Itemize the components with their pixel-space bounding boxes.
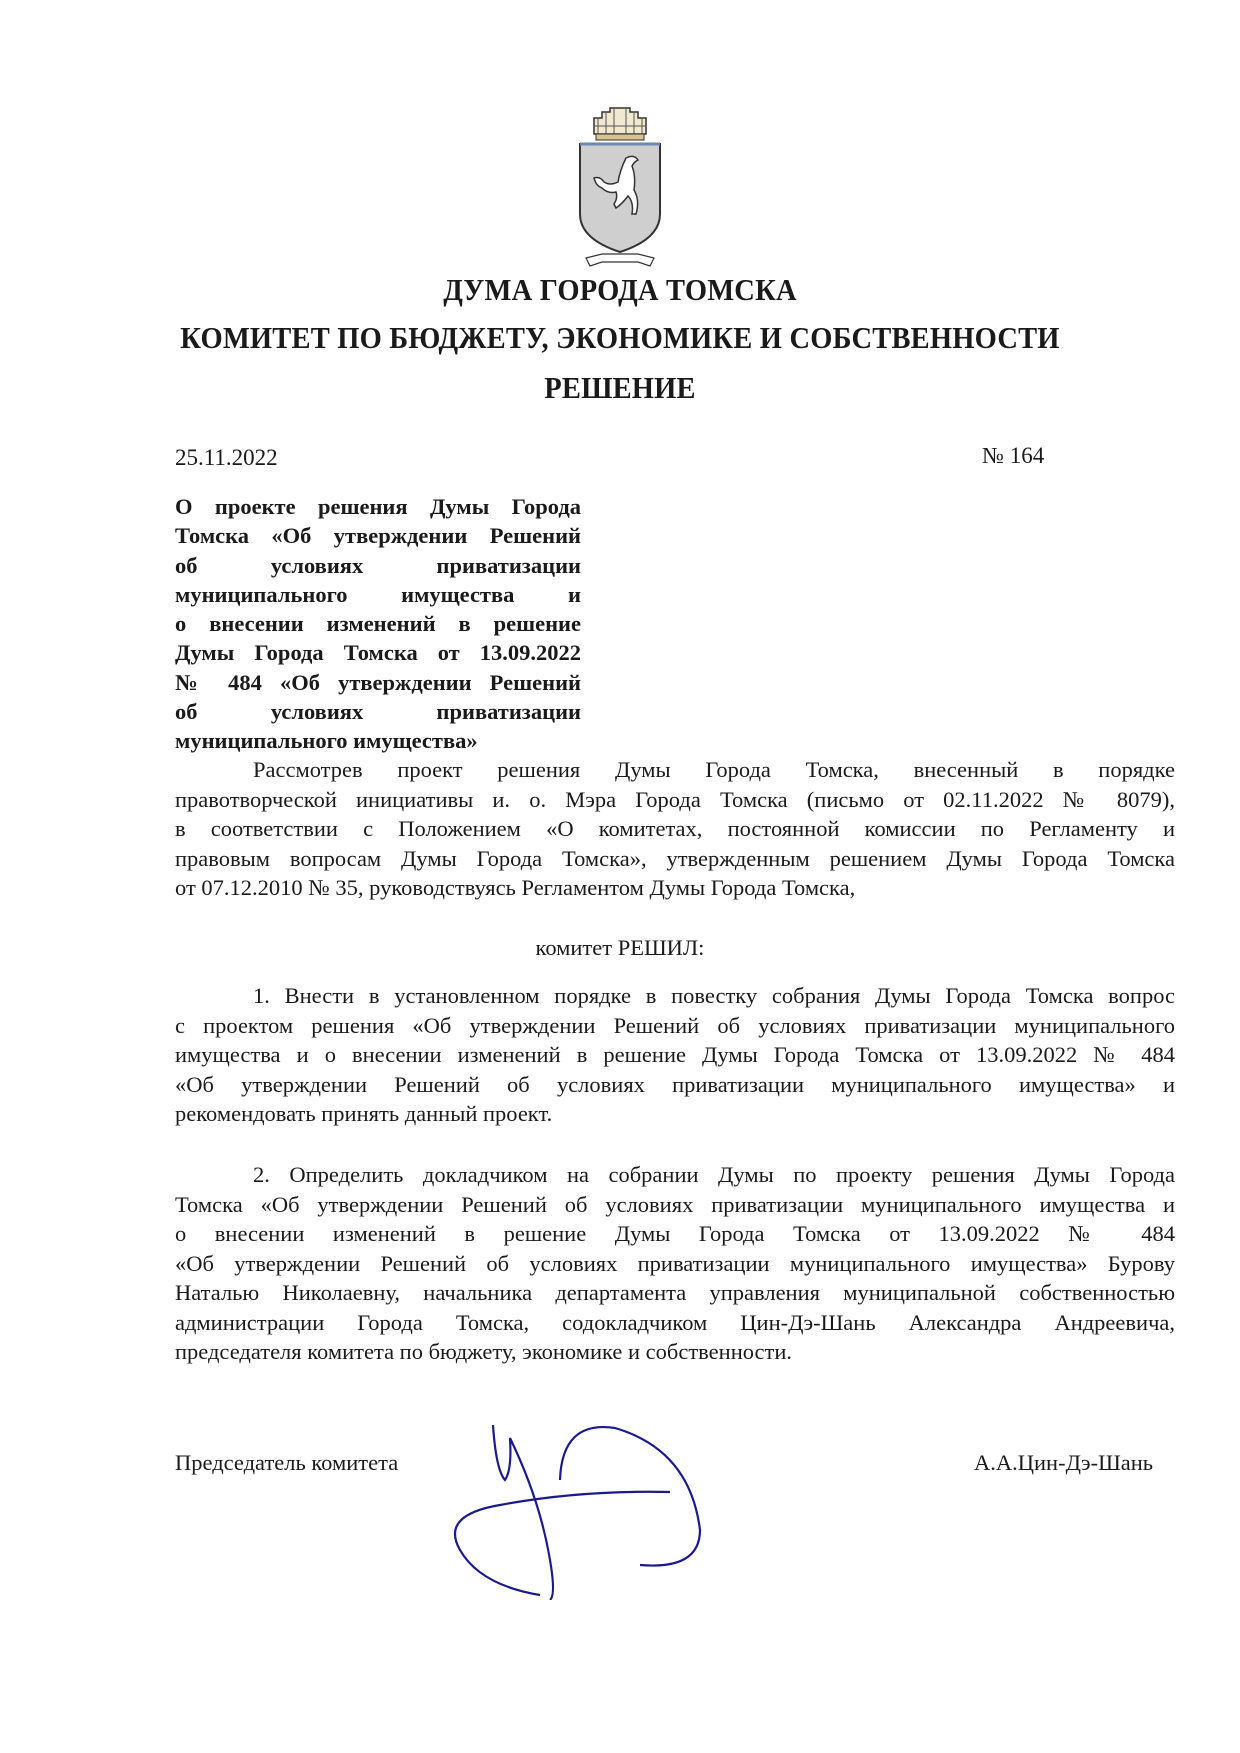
ribbon <box>586 254 654 266</box>
document-number: № 164 <box>982 443 1045 468</box>
text-line: Рассмотрев проект решения Думы Города Томска, внесенный в порядке <box>253 757 1175 782</box>
text-line: в соответствии с Положением «О комитетах, постоянной комиссии по Регламенту и <box>175 816 1175 841</box>
decision-item-2 <box>175 1160 1175 1367</box>
subject-line: № 484 «Об утверждении Решений <box>175 669 581 695</box>
subject-line: Томска «Об утверждении Решений <box>175 523 581 549</box>
text-line: «Об утверждении Решений об условиях приватизации муниципального имущества» Бурову <box>175 1250 1175 1276</box>
signatory-position: Председатель комитета <box>175 1450 399 1475</box>
text-line: Наталью Николаевну, начальника департамента управления муниципальной собственностью <box>175 1280 1175 1305</box>
subject-line: О проекте решения Думы Города <box>175 494 581 519</box>
crown-icon <box>594 108 646 140</box>
signatory-name: А.А.Цин-Дэ-Шань <box>974 1450 1154 1475</box>
text-line: «Об утверждении Решений об условиях приватизации муниципального имущества» и <box>175 1071 1175 1097</box>
text-line: от 07.12.2010 № 35, руководствуясь Регламентом Думы Города Томска, <box>175 875 856 900</box>
text-line: с проектом решения «Об утверждении Решений об условиях приватизации муниципального <box>175 1012 1175 1038</box>
text-line: правотворческой инициативы и. о. Мэра Города Томска (письмо от 02.11.2022 № 8079), <box>175 786 1175 812</box>
subject-line: о внесении изменений в решение <box>175 611 581 637</box>
subject-line: муниципального имущества» <box>175 728 478 754</box>
document-type-title: РЕШЕНИЕ <box>544 370 696 405</box>
committee-title: КОМИТЕТ ПО БЮДЖЕТУ, ЭКОНОМИКЕ И СОБСТВЕННОСТИ <box>180 320 1060 355</box>
decision-heading: комитет РЕШИЛ: <box>535 935 705 960</box>
subject-line: муниципального имущества и <box>175 581 581 607</box>
signature-stroke <box>493 1425 553 1600</box>
signature-stroke <box>560 1427 700 1565</box>
preamble-paragraph <box>175 755 1175 903</box>
text-line: председателя комитета по бюджету, экономике и собственности. <box>175 1339 793 1364</box>
document-date: 25.11.2022 <box>175 445 278 470</box>
text-line: администрации Города Томска, содокладчиком Цин-Дэ-Шань Александра Андреевича, <box>175 1309 1175 1335</box>
decision-item-1 <box>175 981 1175 1129</box>
text-line: рекомендовать принять данный проект. <box>175 1101 553 1126</box>
subject-line: об условиях приватизации <box>175 699 581 725</box>
subject-line: об условиях приватизации <box>175 552 581 578</box>
signature-stroke <box>455 1492 670 1595</box>
coat-of-arms-icon <box>572 104 668 274</box>
text-line: о внесении изменений в решение Думы Города Томска от 13.09.2022 № 484 <box>175 1221 1175 1246</box>
text-line: правовым вопросам Думы Города Томска», утвержденным решением Думы Города Томска <box>175 845 1175 871</box>
document-subject <box>175 492 581 756</box>
handwritten-signature <box>400 1400 920 1600</box>
text-line: имущества и о внесении изменений в решение Думы Города Томска от 13.09.2022 № 484 <box>175 1042 1175 1067</box>
text-line: 2. Определить докладчиком на собрании Думы по проекту решения Думы Города <box>253 1162 1175 1187</box>
text-line: Томска «Об утверждении Решений об условиях приватизации муниципального имущества и <box>175 1191 1175 1217</box>
subject-line: Думы Города Томска от 13.09.2022 <box>175 640 581 666</box>
text-line: 1. Внести в установленном порядке в повестку собрания Думы Города Томска вопрос <box>253 983 1175 1008</box>
organization-title: ДУМА ГОРОДА ТОМСКА <box>443 272 797 307</box>
